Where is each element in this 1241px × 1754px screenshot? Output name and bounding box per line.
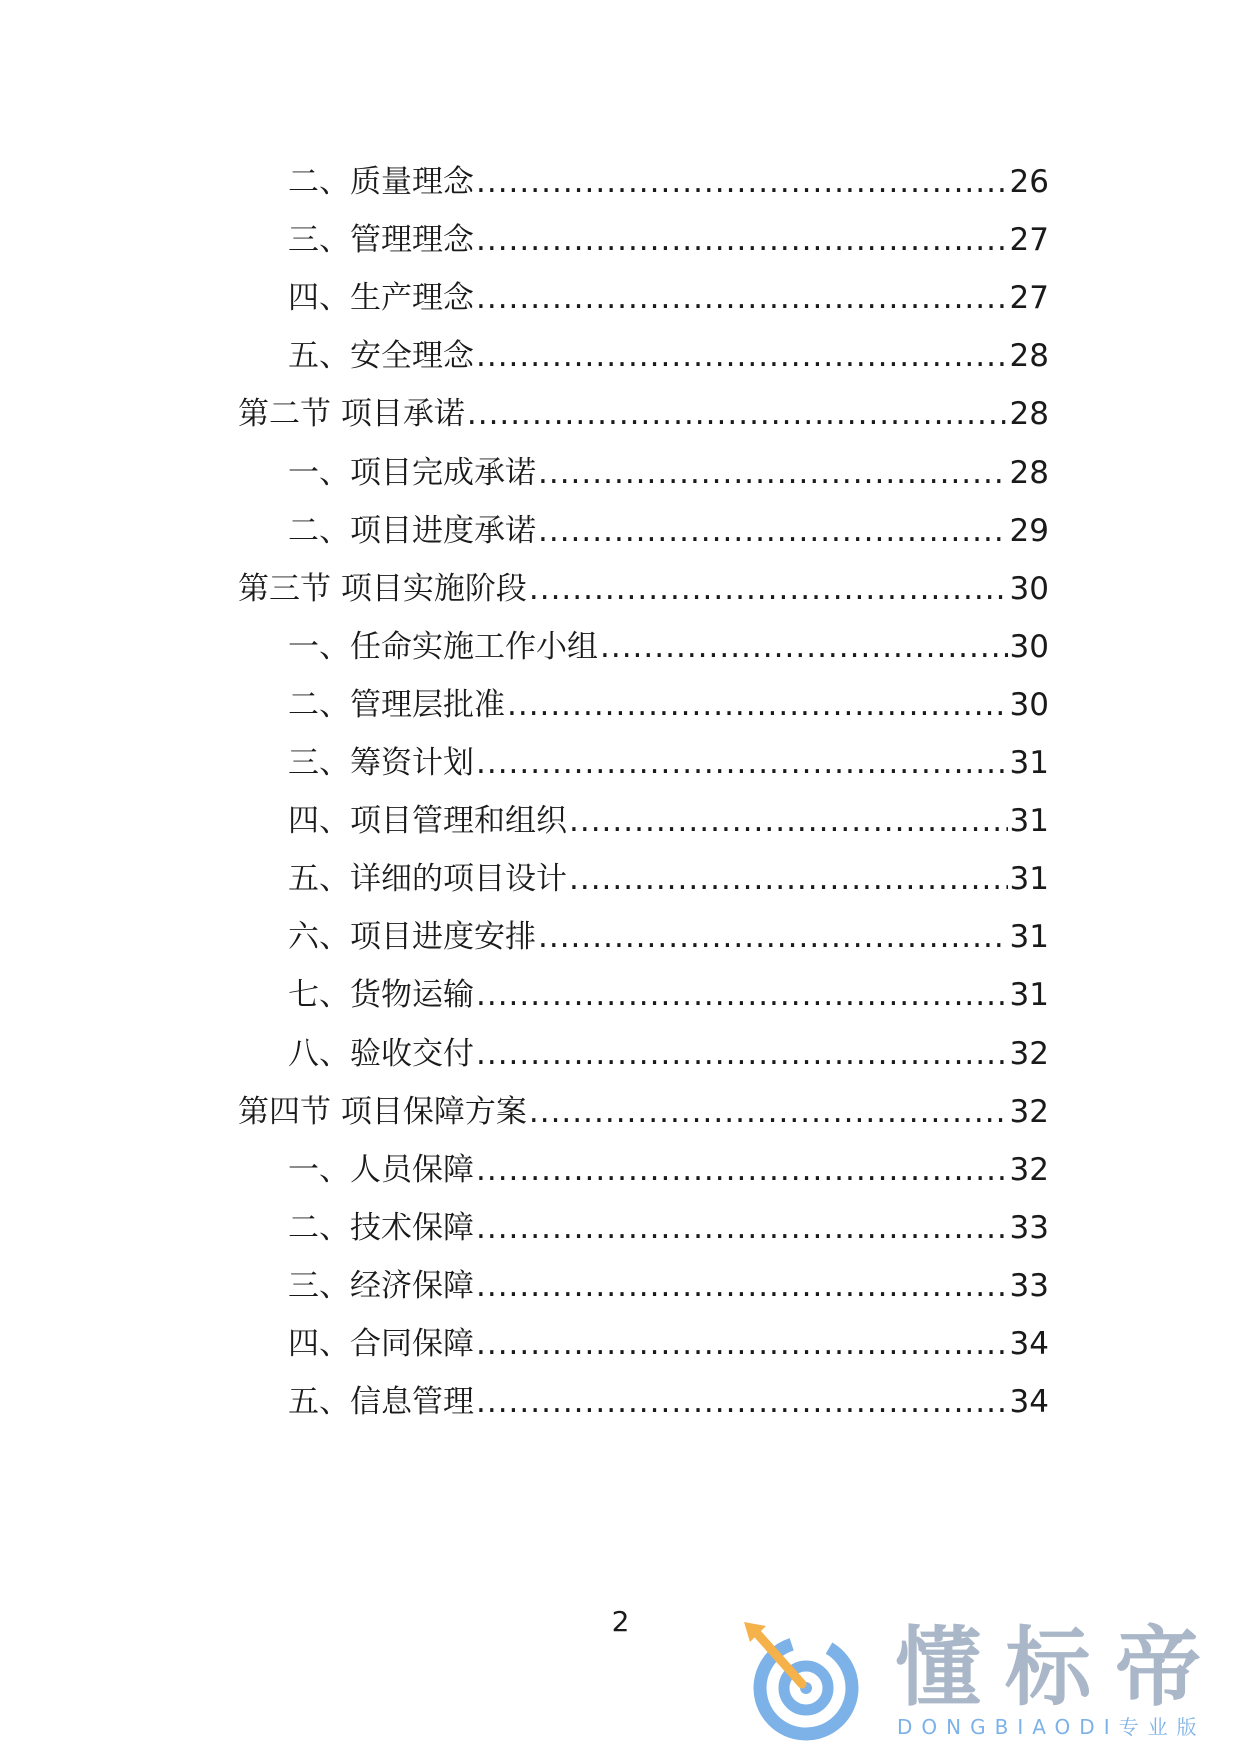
- watermark: [740, 1618, 1225, 1744]
- toc-entry-page: 33: [1009, 1267, 1049, 1304]
- toc-entry-page: 33: [1009, 1209, 1049, 1246]
- toc-subsection-entry[interactable]: [288, 1148, 1049, 1192]
- toc-dot-leader: [476, 1264, 1008, 1308]
- toc-dot-leader: [529, 1090, 1008, 1134]
- toc-dot-leader: [600, 625, 1008, 669]
- toc-entry-page: 31: [1009, 745, 1049, 781]
- toc-entry-title: 二、管理层批准: [288, 686, 505, 723]
- toc-subsection-entry[interactable]: [288, 1206, 1049, 1250]
- toc-entry-title: 六、项目进度安排: [288, 919, 536, 956]
- target-arrow-logo-icon: [740, 1618, 870, 1744]
- toc-dot-leader: [476, 334, 1008, 378]
- toc-entry-title: 二、技术保障: [288, 1209, 474, 1246]
- toc-dot-leader: [538, 915, 1008, 959]
- toc-dot-leader: [476, 1380, 1008, 1424]
- toc-section-entry[interactable]: [238, 392, 1049, 436]
- toc-entry-page: 31: [1009, 861, 1049, 898]
- toc-entry-title: 二、项目进度承诺: [288, 512, 536, 549]
- toc-entry-title: 五、详细的项目设计: [288, 861, 567, 898]
- toc-dot-leader: [476, 1032, 1008, 1076]
- toc-subsection-entry[interactable]: [288, 276, 1049, 320]
- toc-entry-title: 三、经济保障: [288, 1267, 474, 1304]
- toc-subsection-entry[interactable]: [288, 973, 1049, 1017]
- page-number: 2: [611, 1605, 630, 1638]
- toc-entry-title: 八、验收交付: [288, 1035, 474, 1072]
- toc-dot-leader: [476, 741, 1008, 785]
- toc-entry-page: 30: [1009, 686, 1049, 723]
- toc-subsection-entry[interactable]: [288, 799, 1049, 843]
- toc-dot-leader: [476, 973, 1008, 1017]
- toc-dot-leader: [476, 276, 1008, 320]
- toc-entry-title: 五、信息管理: [288, 1384, 474, 1421]
- toc-entry-page: 28: [1009, 338, 1049, 375]
- toc-entry-page: 32: [1009, 1151, 1049, 1188]
- toc-subsection-entry[interactable]: [288, 1264, 1049, 1308]
- toc-entry-page: 27: [1009, 222, 1049, 259]
- toc-subsection-entry[interactable]: [288, 915, 1049, 959]
- toc-entry-page: 26: [1009, 164, 1049, 200]
- toc-subsection-entry[interactable]: [288, 683, 1049, 727]
- toc-entry-title: 三、筹资计划: [288, 745, 474, 781]
- toc-entry-title: 七、货物运输: [288, 977, 474, 1014]
- toc-entry-page: 32: [1009, 1035, 1049, 1072]
- toc-entry-title: 一、项目完成承诺: [288, 454, 536, 491]
- toc-dot-leader: [476, 1322, 1008, 1366]
- toc-entry-page: 31: [1009, 977, 1049, 1014]
- toc-dot-leader: [538, 509, 1008, 553]
- toc-entry-page: 31: [1009, 919, 1049, 956]
- toc-entry-title: 五、安全理念: [288, 338, 474, 375]
- toc-entry-page: 31: [1009, 803, 1049, 840]
- toc-dot-leader: [569, 799, 1008, 843]
- toc-dot-leader: [507, 683, 1008, 727]
- toc-entry-page: 27: [1009, 280, 1049, 317]
- toc-entry-title: 第四节 项目保障方案: [238, 1093, 527, 1130]
- toc-entry-page: 29: [1009, 512, 1049, 549]
- toc-entry-page: 30: [1009, 570, 1049, 607]
- toc-entry-title: 二、质量理念: [288, 164, 474, 200]
- toc-subsection-entry[interactable]: [288, 1032, 1049, 1076]
- toc-subsection-entry[interactable]: [288, 509, 1049, 553]
- toc-section-entry[interactable]: [238, 567, 1049, 611]
- toc-entry-title: 四、合同保障: [288, 1326, 474, 1362]
- toc-entry-title: 四、项目管理和组织: [288, 803, 567, 840]
- toc-entry-title: 第二节 项目承诺: [238, 396, 465, 433]
- toc-entry-page: 28: [1009, 396, 1049, 433]
- toc-subsection-entry[interactable]: [288, 451, 1049, 495]
- toc-dot-leader: [529, 567, 1008, 611]
- watermark-subtitle: DONGBIAODI专业版: [897, 1715, 1206, 1739]
- toc-subsection-entry[interactable]: [288, 218, 1049, 262]
- toc-dot-leader: [467, 392, 1008, 436]
- toc-section-entry[interactable]: [238, 1090, 1049, 1134]
- toc-entry-title: 四、生产理念: [288, 280, 474, 317]
- toc-entry-title: 第三节 项目实施阶段: [238, 570, 527, 607]
- toc-entry-page: 32: [1009, 1093, 1049, 1130]
- toc-subsection-entry[interactable]: [288, 625, 1049, 669]
- toc-entry-page: 34: [1009, 1384, 1049, 1421]
- toc-entry-title: 三、管理理念: [288, 222, 474, 259]
- toc-entry-page: 30: [1009, 628, 1049, 665]
- toc-dot-leader: [476, 1148, 1008, 1192]
- toc-entry-page: 34: [1009, 1326, 1049, 1362]
- toc-dot-leader: [476, 218, 1008, 262]
- toc-dot-leader: [569, 857, 1008, 901]
- toc-subsection-entry[interactable]: [288, 1322, 1049, 1366]
- toc-entry-title: 一、人员保障: [288, 1151, 474, 1188]
- toc-subsection-entry[interactable]: [288, 1380, 1049, 1424]
- toc-dot-leader: [538, 451, 1008, 495]
- toc-subsection-entry[interactable]: [288, 857, 1049, 901]
- toc-dot-leader: [476, 160, 1008, 204]
- toc-dot-leader: [476, 1206, 1008, 1250]
- toc-entry-page: 28: [1009, 454, 1049, 491]
- toc-subsection-entry[interactable]: [288, 741, 1049, 785]
- toc-subsection-entry[interactable]: [288, 160, 1049, 204]
- toc-subsection-entry[interactable]: [288, 334, 1049, 378]
- toc-entry-title: 一、任命实施工作小组: [288, 628, 598, 665]
- watermark-brand: 懂标帝: [895, 1618, 1225, 1718]
